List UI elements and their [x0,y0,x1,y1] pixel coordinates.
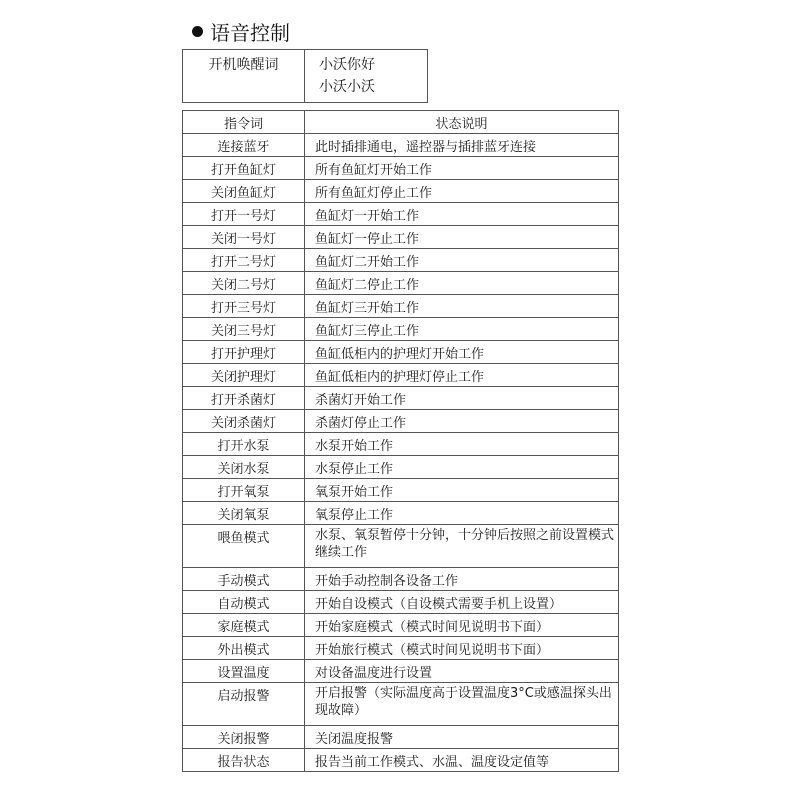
command-word: 手动模式 [183,568,305,591]
table-row [183,272,619,295]
command-word: 连接蓝牙 [183,134,305,157]
command-word: 打开二号灯 [183,249,305,272]
command-table-body [183,134,619,772]
command-description: 关闭温度报警 [305,726,619,749]
table-row [183,456,619,479]
command-description: 对设备温度进行设置 [305,660,619,683]
command-word: 打开水泵 [183,433,305,456]
table-row [183,249,619,272]
command-word: 关闭一号灯 [183,226,305,249]
table-row [183,410,619,433]
section-heading [192,16,290,46]
command-table-header [183,111,619,134]
command-word: 关闭护理灯 [183,364,305,387]
table-row [183,726,619,749]
command-word: 设置温度 [183,660,305,683]
bullet-icon [192,26,203,37]
command-description: 所有鱼缸灯停止工作 [305,180,619,203]
table-row [183,502,619,525]
command-word: 启动报警 [183,683,305,726]
command-word: 外出模式 [183,637,305,660]
command-word: 打开杀菌灯 [183,387,305,410]
command-description: 鱼缸低柜内的护理灯开始工作 [305,341,619,364]
command-description: 所有鱼缸灯开始工作 [305,157,619,180]
command-description: 水泵、氧泵暂停十分钟，十分钟后按照之前设置模式继续工作 [305,525,619,568]
command-word: 关闭鱼缸灯 [183,180,305,203]
command-table [182,110,619,772]
section-title: 语音控制 [210,20,290,45]
wake-word-item: 小沃小沃 [319,79,375,95]
command-description: 氧泵停止工作 [305,502,619,525]
command-description: 水泵开始工作 [305,433,619,456]
command-description: 鱼缸灯三开始工作 [305,295,619,318]
wake-word-label: 开机唤醒词 [183,50,305,103]
command-word: 关闭水泵 [183,456,305,479]
table-row [183,479,619,502]
table-row [183,568,619,591]
command-description: 开始自设模式（自设模式需要手机上设置） [305,591,619,614]
table-row [183,591,619,614]
command-description: 报告当前工作模式、水温、温度设定值等 [305,749,619,772]
table-row [183,295,619,318]
table-row [183,525,619,568]
command-word: 自动模式 [183,591,305,614]
table-row [183,157,619,180]
command-description: 鱼缸灯二开始工作 [305,249,619,272]
command-word: 喂鱼模式 [183,525,305,568]
command-description: 开始手动控制各设备工作 [305,568,619,591]
table-row [183,318,619,341]
command-description: 水泵停止工作 [305,456,619,479]
command-description: 开始旅行模式（模式时间见说明书下面） [305,637,619,660]
table-row [183,226,619,249]
command-description: 开始家庭模式（模式时间见说明书下面） [305,614,619,637]
table-row [183,364,619,387]
command-word: 关闭报警 [183,726,305,749]
command-word: 报告状态 [183,749,305,772]
command-description: 开启报警（实际温度高于设置温度3°C或感温探头出现故障） [305,683,619,726]
wake-word-row [183,50,428,103]
command-description: 氧泵开始工作 [305,479,619,502]
command-word: 关闭杀菌灯 [183,410,305,433]
column-header-command: 指令词 [183,111,305,134]
table-row [183,203,619,226]
command-word: 家庭模式 [183,614,305,637]
command-word: 打开鱼缸灯 [183,157,305,180]
command-description: 鱼缸灯一开始工作 [305,203,619,226]
command-description: 杀菌灯停止工作 [305,410,619,433]
table-row [183,637,619,660]
column-header-description: 状态说明 [305,111,619,134]
wake-word-table [182,49,428,103]
table-row [183,683,619,726]
table-row [183,387,619,410]
wake-word-values [305,50,428,103]
table-row [183,134,619,157]
wake-word-item: 小沃你好 [319,57,375,73]
table-row [183,614,619,637]
command-word: 打开护理灯 [183,341,305,364]
command-word: 打开三号灯 [183,295,305,318]
table-row [183,433,619,456]
command-description: 鱼缸低柜内的护理灯停止工作 [305,364,619,387]
command-word: 打开氧泵 [183,479,305,502]
table-row [183,749,619,772]
table-row [183,341,619,364]
table-row [183,660,619,683]
command-word: 关闭二号灯 [183,272,305,295]
table-row [183,180,619,203]
command-word: 关闭氧泵 [183,502,305,525]
command-word: 打开一号灯 [183,203,305,226]
command-description: 鱼缸灯一停止工作 [305,226,619,249]
command-description: 鱼缸灯二停止工作 [305,272,619,295]
command-description: 此时插排通电，遥控器与插排蓝牙连接 [305,134,619,157]
command-description: 杀菌灯开始工作 [305,387,619,410]
command-word: 关闭三号灯 [183,318,305,341]
command-description: 鱼缸灯三停止工作 [305,318,619,341]
